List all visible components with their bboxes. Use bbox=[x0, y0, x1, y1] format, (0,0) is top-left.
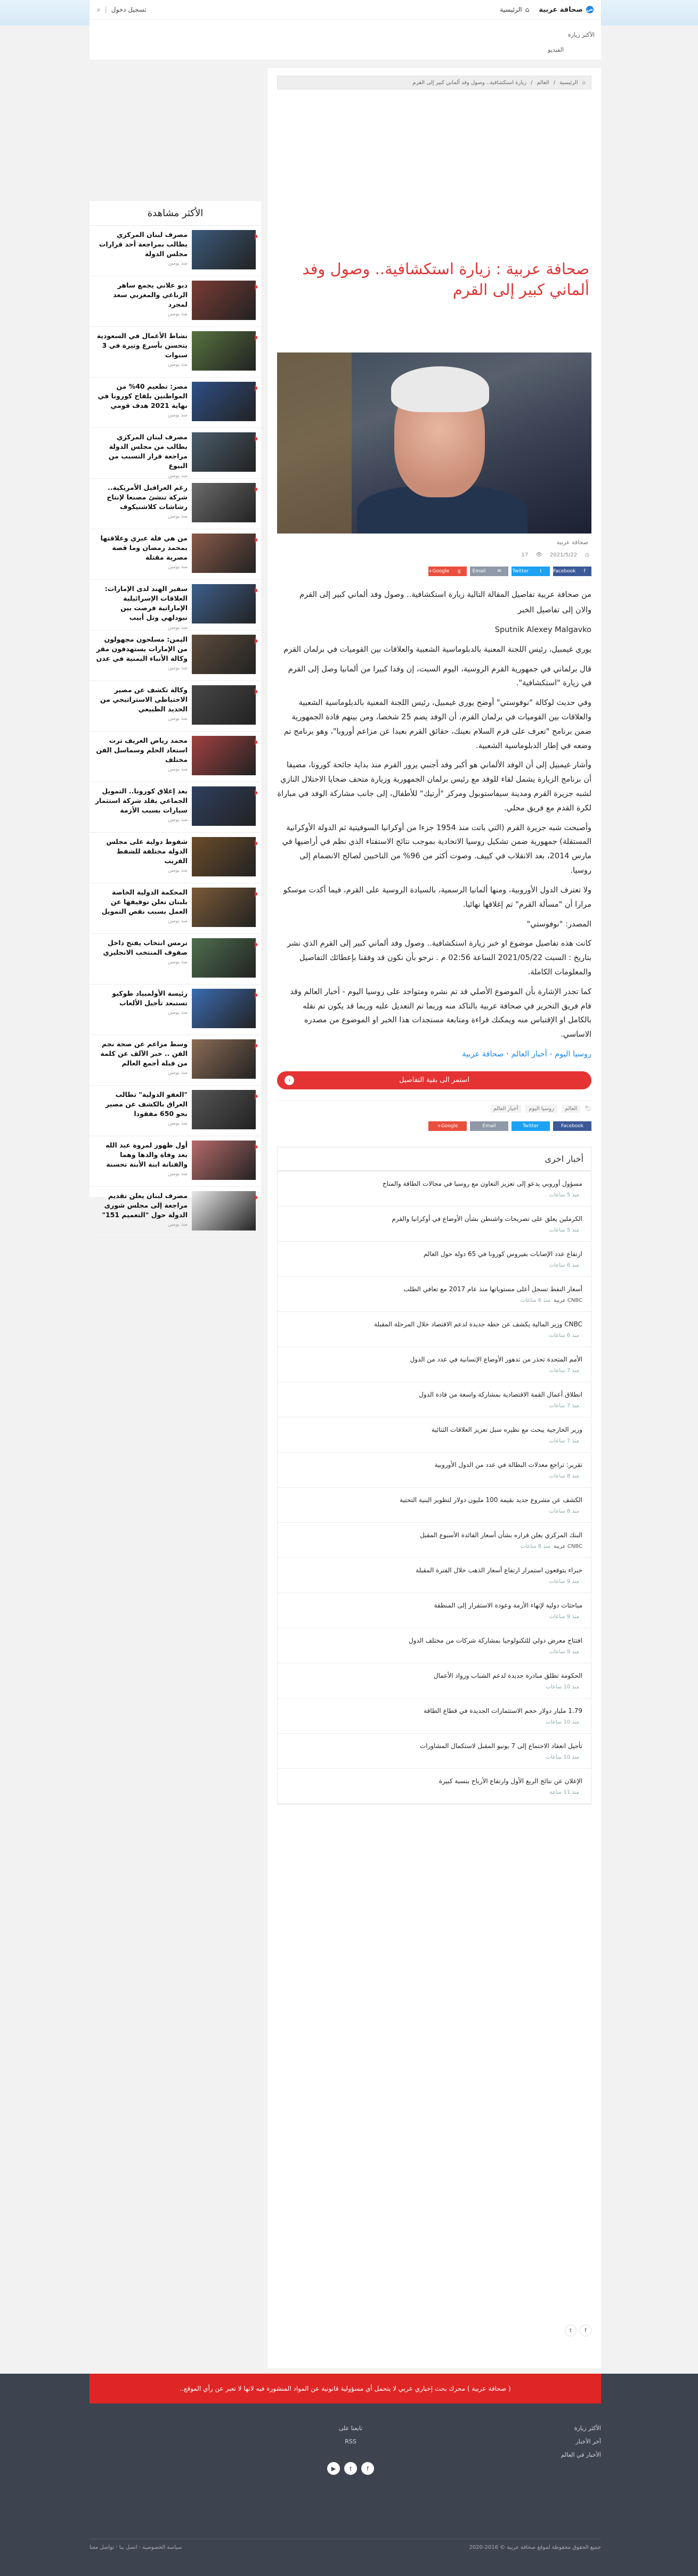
other-news-date: منذ 6 ساعات bbox=[549, 1333, 579, 1339]
sidebar-item[interactable] bbox=[90, 883, 261, 934]
article-body bbox=[277, 588, 591, 1062]
other-news-date: منذ 11 ساعة bbox=[549, 1790, 579, 1796]
sidebar-item-title[interactable]: محمد رياض العريف ترت استعاد الحلم وسماسل الفن مختلف bbox=[96, 736, 188, 764]
other-news-item[interactable] bbox=[278, 1453, 591, 1488]
sidebar-item[interactable] bbox=[90, 1187, 261, 1237]
other-news-meta bbox=[286, 1649, 582, 1655]
contact-link[interactable]: اتصل بنا bbox=[119, 2545, 137, 2550]
home-icon: ⌂ bbox=[582, 79, 586, 86]
breadcrumb-separator: / bbox=[531, 79, 533, 86]
sidebar-item-date: منذ يومين bbox=[168, 564, 188, 570]
sidebar-item-title[interactable]: دبو علاني يجمع ساهر الرباعي والمغربي سعد لمجرد bbox=[113, 281, 188, 309]
clock-icon: ◷ bbox=[585, 552, 589, 559]
nav-home-link[interactable] bbox=[500, 6, 529, 13]
sidebar-thumbnail[interactable] bbox=[192, 382, 256, 421]
other-news-date: منذ 10 ساعات bbox=[546, 1754, 579, 1761]
sidebar-thumbnail[interactable] bbox=[192, 736, 256, 775]
logo-icon: ص bbox=[586, 7, 594, 12]
sidebar-thumbnail[interactable] bbox=[192, 1191, 256, 1230]
sidebar-item-date: منذ يومين bbox=[168, 1070, 188, 1076]
sidebar-thumbnail[interactable] bbox=[192, 938, 256, 978]
other-news-title[interactable]: انطلاق أعمال القمة الاقتصادية بمشاركة واسعة من قادة الدول bbox=[419, 1390, 582, 1398]
article-paragraph: قال برلماني في جمهورية القرم الروسية، اليوم السبت، إن وفدا كبيرا من ألمانيا وصل إلى القرم في زيارة "استكشافية". bbox=[288, 664, 591, 688]
sidebar-item[interactable] bbox=[90, 327, 261, 378]
other-news-meta bbox=[286, 1333, 582, 1339]
article-links: روسيا اليوم - أخبار العالم · صحافة عربية bbox=[462, 1050, 591, 1059]
other-news-title[interactable]: افتتاح معرض دولي للتكنولوجيا بمشاركة شركات من مختلف الدول bbox=[408, 1636, 582, 1644]
facebook-icon[interactable]: f bbox=[580, 2325, 591, 2336]
other-news-title[interactable]: الإعلان عن نتائج الربع الأول وارتفاع الأرباح بنسبة كبيرة bbox=[439, 1777, 582, 1785]
sidebar-list bbox=[90, 226, 261, 1237]
other-news-item[interactable] bbox=[278, 1347, 591, 1382]
sidebar-item-date: منذ يومين bbox=[168, 817, 188, 823]
other-news-source: CNBC عربية bbox=[554, 1544, 582, 1550]
other-news-title[interactable]: البنك المركزي يعلن قراره بشأن أسعار الفائدة الأسبوع المقبل bbox=[420, 1531, 582, 1539]
article-source: المصدر: "نوفوستي" bbox=[526, 920, 591, 929]
other-news-meta bbox=[286, 1473, 582, 1479]
share-bar-bottom bbox=[277, 1121, 591, 1131]
other-news-title[interactable]: تأجيل انعقاد الاجتماع إلى 7 يونيو المقبل لاستكمال المشاورات bbox=[419, 1742, 582, 1750]
sidebar-item-title[interactable]: رغم العراقيل الأمريكية.. شركة تنشئ مصنعا لإنتاج رشاشات كلاشنيكوف bbox=[107, 483, 188, 511]
other-news-title[interactable]: أسعار النفط تسجل أعلى مستوياتها منذ عام 2017 مع تعافي الطلب bbox=[403, 1285, 582, 1293]
sidebar-item-title[interactable]: رئيسة الأولمبياد طوكيو تستبعد تأجيل الألعاب bbox=[112, 989, 188, 1007]
other-news-item[interactable] bbox=[278, 1382, 591, 1417]
most-viewed-sidebar bbox=[90, 201, 261, 1228]
image-credit: Sputnik Alexey Malgavko bbox=[494, 625, 591, 634]
other-news-title[interactable]: الكشف عن مشروع جديد بقيمة 100 مليون دولار لتطوير البنية التحتية bbox=[400, 1496, 582, 1504]
other-news-meta bbox=[286, 1719, 582, 1725]
sidebar-item[interactable] bbox=[90, 934, 261, 985]
sidebar-item-date: منذ يومين bbox=[168, 362, 188, 368]
site-logo[interactable] bbox=[539, 6, 594, 14]
facebook-icon: f bbox=[583, 569, 586, 575]
other-news-meta bbox=[286, 1298, 582, 1303]
other-news-date: منذ 9 ساعات bbox=[549, 1579, 579, 1585]
breadcrumb-separator: / bbox=[553, 79, 556, 86]
other-news-item[interactable] bbox=[278, 1207, 591, 1242]
share-twitter-label: Twitter bbox=[522, 1123, 539, 1129]
other-news-title[interactable]: CNBC وزير المالية يكشف عن خطة جديدة لدعم الاقتصاد خلال المرحلة المقبلة bbox=[374, 1320, 582, 1328]
read-more-button[interactable] bbox=[277, 1071, 591, 1089]
share-facebook-label: Facebook bbox=[561, 1123, 584, 1129]
breadcrumb bbox=[277, 76, 591, 89]
sidebar-item[interactable] bbox=[90, 428, 261, 479]
article-title: صحافة عربية : زيارة استكشافية.. وصول وفد ألماني كبير إلى القرم bbox=[302, 260, 589, 299]
other-news-meta bbox=[286, 1368, 582, 1374]
other-news-date: منذ 8 ساعات bbox=[549, 1473, 579, 1480]
image-background bbox=[277, 352, 352, 534]
sidebar-item-date: منذ يومين bbox=[168, 868, 188, 874]
sidebar-item-date: منذ يومين bbox=[168, 666, 188, 671]
sidebar-thumbnail[interactable] bbox=[192, 483, 256, 522]
article-social bbox=[565, 2325, 591, 2336]
article-paragraph: وفي حديث لوكالة "نوفوستي" أوضح يوري غيمبيل، رئيس اللجنة المعنية بالدبلوماسية الشعبية والعلاقات بين القوميات في برلمان القرم، أن الوفد يضم 25 شخصا، ومن بينهم قادة الجمهورية ضمن برنامج "تعرف على قرم السلام بعينك، حقائق القرم بعيدا عن مزاعم أوروبا"، وهو برنامج تم وضعه في إطار الدبلوماسية الشعبية. bbox=[283, 699, 591, 750]
image-caption: صحافة عربية bbox=[556, 539, 588, 546]
sidebar-thumbnail[interactable] bbox=[192, 584, 256, 624]
sidebar-item-date: منذ يومين bbox=[168, 1222, 188, 1228]
other-news-meta bbox=[286, 1508, 582, 1514]
article-date: 2021/5/22 bbox=[549, 552, 578, 559]
subnav-video[interactable]: الفيديو bbox=[548, 46, 564, 53]
sidebar-item-date: منذ يومين bbox=[168, 959, 188, 965]
footer-bottom-links: سياسة الخصوصية · اتصل بنا · تواصل معنا bbox=[90, 2545, 182, 2550]
tag-icon: 🏷 bbox=[585, 1105, 591, 1112]
sidebar-item[interactable] bbox=[90, 479, 261, 529]
sidebar-item-date: منذ يومين bbox=[168, 1010, 188, 1016]
sidebar-item-date: منذ يومين bbox=[168, 1171, 188, 1177]
sidebar-thumbnail[interactable] bbox=[192, 635, 256, 674]
other-news-item[interactable] bbox=[278, 1417, 591, 1453]
other-news-date: منذ 9 ساعات bbox=[549, 1649, 579, 1655]
other-news-title[interactable]: تقرير: تراجع معدلات البطالة في عدد من الدول الأوروبية bbox=[434, 1461, 582, 1469]
other-news-date: منذ 8 ساعات bbox=[549, 1508, 579, 1515]
footer-links bbox=[516, 2422, 601, 2462]
article-paragraph: والان إلى تفاصيل الخبر bbox=[518, 606, 591, 615]
sidebar-item-title[interactable]: سفير الهند لدى الإمارات: العلاقات الإسرائيلية الإماراتية فرصت بين نيودلهي وتل أبيب bbox=[104, 585, 188, 622]
sidebar-thumbnail[interactable] bbox=[192, 1090, 256, 1129]
other-news-meta bbox=[286, 1403, 582, 1409]
footer bbox=[0, 2374, 698, 2576]
article-paragraph: كما تجدر الإشارة بأن الموضوع الأصلي قد تم نشره ومتواجد على روسيا اليوم - أخبار العالم وقد قام فريق التحرير في صحافة عربية بالتاكد منه وربما تم التعديل عليه وربما قد يكون تم نقله بالكامل او الإقتباس منه ويمكنك قراءة ومتابعة مستجدات هذا الخبر او الموضوع من مصدره الاساسي. bbox=[290, 987, 591, 1039]
sidebar-thumbnail[interactable] bbox=[192, 989, 256, 1028]
copyright: جميع الحقوق محفوظة لموقع صحافة عربية © 2016-2020 bbox=[469, 2545, 601, 2550]
article-paragraph: وأصبحت شبه جزيرة القرم (التي باتت منذ 1954 جزءا من أوكرانيا السوفيتية ثم الدولة الأوكرانية المستقلة) جمهورية ضمن تشكيل روسيا الاتحادية بموجب نتائج الاستفتاء الذي نظم في أراضيها في مارس 2014، بعد الانقلاب في كييف. وصوت أكثر من 96% من الناخبين لصالح الانضمام إلى روسيا. bbox=[282, 823, 591, 875]
tag-item[interactable]: أخبار العالم bbox=[490, 1105, 521, 1113]
other-news bbox=[277, 1147, 591, 1804]
sub-navigation bbox=[90, 19, 601, 60]
other-news-meta bbox=[286, 1579, 582, 1585]
other-news-item[interactable] bbox=[278, 1277, 591, 1312]
site-link[interactable]: صحافة عربية bbox=[462, 1050, 504, 1059]
sidebar-item-date: منذ يومين bbox=[168, 1121, 188, 1127]
share-facebook-label: Facebook bbox=[553, 569, 576, 575]
other-news-meta bbox=[286, 1192, 582, 1198]
article-paragraph: وأشار غيمبيل إلى أن الوفد الألماني هو أكبر وفد أجنبي يزور القرم منذ بداية جائحة كورونا، مضيفا أن برنامج الزيارة يشمل لقاء للوفد مع رئيس برلمان الجمهورية وزيارة متحف ضحايا الاحتلال النازي لشبه جزيرة القرم ومدينة سيفاستوبول ومركز "أرتيك" للأطفال، إلى جانب مشاركة الوفد في مباراة لكرة القدم مع فريق محلي. bbox=[277, 761, 591, 813]
other-news-item[interactable] bbox=[278, 1734, 591, 1769]
other-news-date: منذ 5 ساعات bbox=[549, 1227, 579, 1234]
other-news-title[interactable]: 1.79 مليار دولار حجم الاستثمارات الجديدة في قطاع الطاقة bbox=[424, 1707, 582, 1714]
share-email-label: Email bbox=[472, 569, 486, 575]
sidebar-item-title[interactable]: وسط مزاعم عن صحة نجم الفن .. خبر الآلف عن كلمة من قبلة أجمع العالم bbox=[100, 1040, 188, 1068]
sidebar-item-date: منذ يومين bbox=[168, 514, 188, 520]
other-news-title[interactable]: وزير الخارجية يبحث مع نظيره سبل تعزيز العلاقات الثنائية bbox=[431, 1425, 582, 1433]
login-area bbox=[97, 6, 147, 14]
sidebar-item[interactable] bbox=[90, 529, 261, 580]
other-news-date: منذ 6 ساعات bbox=[549, 1262, 579, 1269]
sidebar-item-date: منذ يومين bbox=[168, 473, 188, 479]
other-news-item[interactable] bbox=[278, 1628, 591, 1663]
sidebar-thumbnail[interactable] bbox=[192, 685, 256, 725]
sidebar-item-title[interactable]: مصرف لبنان يعلن تقديم مراجعة إلى مجلس شورى الدولة حول "التعميم 151" bbox=[102, 1192, 188, 1219]
sidebar-item-date: منذ يومين bbox=[168, 413, 188, 419]
sidebar-thumbnail[interactable] bbox=[192, 534, 256, 573]
sidebar-item[interactable] bbox=[90, 782, 261, 833]
other-news-meta bbox=[286, 1790, 582, 1795]
share-google-button[interactable] bbox=[428, 567, 467, 576]
sidebar-thumbnail[interactable] bbox=[192, 432, 256, 472]
tags-bar bbox=[277, 1100, 591, 1113]
other-news-meta bbox=[286, 1544, 582, 1549]
mail-icon: ✉ bbox=[497, 569, 501, 575]
share-facebook-button[interactable] bbox=[553, 1121, 591, 1131]
other-news-meta bbox=[286, 1614, 582, 1620]
sidebar-item-title[interactable]: أول ظهور لمروة عبد الله بعد وفاة والدها وهما والفنانة ابنة الأبنة تحسنة bbox=[105, 1141, 188, 1169]
other-news-title[interactable]: خبراء يتوقعون استمرار ارتفاع أسعار الذهب خلال الفترة المقبلة bbox=[416, 1566, 582, 1574]
other-news-meta bbox=[286, 1684, 582, 1690]
article-paragraph: ولا تعترف الدول الأوروبية، ومنها ألمانيا الرسمية، بالسيادة الروسية على القرم، فيما أكدت موسكو مرارا أن "مسألة القرم" تم إغلاقها نهائيا. bbox=[283, 885, 591, 909]
top-bar bbox=[90, 0, 601, 19]
twitter-icon[interactable]: t bbox=[565, 2325, 577, 2336]
chevron-left-icon: ‹ bbox=[285, 1076, 294, 1085]
other-news-meta bbox=[286, 1262, 582, 1268]
facebook-icon[interactable]: f bbox=[361, 2462, 374, 2475]
share-email-button[interactable] bbox=[470, 1121, 508, 1131]
sidebar-item-title[interactable]: وكالة تكشف عن مصير الاحتياطي الاستراتيجي من الحديد الطبيعي bbox=[100, 686, 188, 713]
article-paragraph: من صحافة عربية تفاصيل المقالة التالية زيارة استكشافية.. وصول وفد ألماني كبير إلى القرم bbox=[299, 590, 591, 600]
sidebar-item[interactable] bbox=[90, 580, 261, 630]
footer-bottom bbox=[90, 2539, 601, 2550]
other-news-item[interactable] bbox=[278, 1523, 591, 1558]
other-news-meta bbox=[286, 1227, 582, 1233]
source-link[interactable]: روسيا اليوم - أخبار العالم bbox=[511, 1050, 591, 1059]
share-twitter-button[interactable] bbox=[512, 1121, 550, 1131]
sidebar-item-title[interactable]: ترمس انتخاب يفتح داخل صفوف المنتخب الانجليزي bbox=[103, 939, 188, 957]
other-news-item[interactable] bbox=[278, 1593, 591, 1628]
sidebar-item-title[interactable]: المحكمة الدولية الخاصة بلبنان تعلن توقيفها عن العمل بسبب نقص التمويل bbox=[101, 888, 188, 916]
sidebar-item-title[interactable]: مصر: تطعيم 40% من المواطنين بلقاح كورونا في نهاية 2021 هدف قومي bbox=[98, 382, 188, 410]
other-news-date: منذ 10 ساعات bbox=[546, 1684, 579, 1691]
sidebar-item[interactable] bbox=[90, 1136, 261, 1187]
article-image bbox=[277, 352, 591, 534]
share-google-label: Google+ bbox=[437, 1123, 458, 1129]
privacy-link[interactable]: سياسة الخصوصية bbox=[142, 2545, 182, 2550]
twitter-icon: t bbox=[540, 569, 542, 575]
other-news-item[interactable] bbox=[278, 1769, 591, 1804]
other-news-title[interactable]: ارتفاع عدد الإصابات بفيروس كورونا في 65 دولة حول العالم bbox=[423, 1250, 582, 1258]
sidebar-thumbnail[interactable] bbox=[192, 1141, 256, 1180]
sidebar-item[interactable] bbox=[90, 985, 261, 1035]
sidebar-item-title[interactable]: نشاط الأعمال في السعودية يتحسن بأسرع وتيرة في 3 سنوات bbox=[96, 332, 188, 359]
other-news-item[interactable] bbox=[278, 1663, 591, 1699]
other-news-date: منذ 7 ساعات bbox=[549, 1438, 579, 1445]
share-twitter-button[interactable] bbox=[512, 567, 550, 576]
sidebar-thumbnail[interactable] bbox=[192, 837, 256, 876]
footer-columns bbox=[90, 2422, 601, 2528]
breadcrumb-world[interactable]: العالم bbox=[537, 79, 549, 86]
footer-notice: ( صحافة عربية ) محرك بحث إخباري عربي لا يتحمل أي مسؤولية قانونية عن المواد المنشورة فيه لانها لا تعبر عن رأي الموقع.. bbox=[90, 2374, 601, 2403]
sidebar-thumbnail[interactable] bbox=[192, 786, 256, 826]
other-news-title[interactable]: الأمم المتحدة تحذر من تدهور الأوضاع الإنسانية في عدد من الدول bbox=[410, 1355, 582, 1363]
article-paragraph: كانت هذه تفاصيل موضوع او خبر زيارة استكشافية.. وصول وفد ألماني كبير إلى القرم الذي نشر بتاريخ : السبت 2021/05/22 الساعة 02:56 م . نرجو بأن نكون قد وفقنا بإعطائك التفاصيل والمعلومات الكاملة. bbox=[287, 939, 591, 977]
google-icon: g bbox=[457, 569, 461, 575]
share-facebook-button[interactable] bbox=[553, 567, 591, 576]
read-more-label: استمر الى بقية التفاصيل bbox=[399, 1076, 469, 1085]
other-news-item[interactable] bbox=[278, 1171, 591, 1207]
other-news-date: منذ 9 ساعات bbox=[549, 1614, 579, 1620]
sidebar-item[interactable] bbox=[90, 226, 261, 276]
other-news-title[interactable]: الكرملين يعلق على تصريحات واشنطن بشأن الأوضاع في أوكرانيا والقرم bbox=[392, 1215, 582, 1223]
footer-link[interactable]: الأكثر زيارة bbox=[574, 2425, 601, 2432]
share-twitter-label: Twitter bbox=[512, 569, 529, 575]
other-news-source: CNBC عربية bbox=[554, 1298, 582, 1304]
other-news-date: منذ 7 ساعات bbox=[549, 1368, 579, 1374]
other-news-item[interactable] bbox=[278, 1242, 591, 1277]
twitter-icon[interactable]: t bbox=[344, 2462, 357, 2475]
sidebar-thumbnail[interactable] bbox=[192, 281, 256, 320]
tag-item[interactable]: العالم bbox=[562, 1105, 580, 1113]
share-google-button[interactable] bbox=[428, 1121, 467, 1131]
sidebar-item-date: منذ يومين bbox=[168, 918, 188, 924]
sidebar-item-title[interactable]: بعد إغلاق كورونا.. التمويل الجماعي يقلد شركة استثمار سيارات بسبب الأزمة bbox=[95, 787, 188, 815]
other-news-title[interactable]: مسؤول أوروبي يدعو إلى تعزيز التعاون مع روسيا في مجالات الطاقة والمناخ bbox=[382, 1179, 582, 1187]
sidebar-item-date: منذ يومين bbox=[168, 261, 188, 267]
sidebar-item-title[interactable]: "العفو الدولية" تطالب العراق بالكشف عن مصير نحو 650 مفقودا bbox=[105, 1090, 188, 1118]
sidebar-thumbnail[interactable] bbox=[192, 1039, 256, 1079]
sidebar-item[interactable] bbox=[90, 276, 261, 327]
share-google-label: Google+ bbox=[428, 569, 450, 575]
sidebar-thumbnail[interactable] bbox=[192, 230, 256, 269]
eye-icon: 👁 bbox=[535, 552, 542, 559]
sidebar-item-date: منذ يومين bbox=[168, 767, 188, 773]
rss-link[interactable]: RSS bbox=[345, 2438, 356, 2445]
other-news-list bbox=[278, 1171, 591, 1804]
sidebar-item-title[interactable]: مصرف لبنان المركزي يطالب من مجلس الدولة مراجعة قرار التسبب من البيوع bbox=[108, 433, 188, 470]
footer-social-icons bbox=[281, 2462, 420, 2475]
nav-home-label: الرئيسية bbox=[500, 6, 522, 13]
sidebar-item-title[interactable]: مصرف لبنان المركزي يطالب بمراجعة أحد قرارات مجلس الدولة bbox=[99, 231, 188, 258]
other-news-item[interactable] bbox=[278, 1558, 591, 1593]
sidebar-item-title[interactable]: من هي فلة عبري وعلاقتها بمحمد رمضان وما قصة مصرية مقتلة bbox=[100, 534, 188, 562]
sidebar-item[interactable] bbox=[90, 1086, 261, 1136]
other-news-title[interactable]: الحكومة تطلق مبادرة جديدة لدعم الشباب ورواد الأعمال bbox=[433, 1671, 582, 1679]
other-news-item[interactable] bbox=[278, 1699, 591, 1734]
sidebar-item[interactable] bbox=[90, 681, 261, 732]
footer-link[interactable]: الأخبار في العالم bbox=[561, 2451, 601, 2458]
login-link[interactable]: تسجيل دخول bbox=[111, 6, 147, 13]
sidebar-item[interactable] bbox=[90, 833, 261, 883]
search-icon[interactable]: ⌕ bbox=[97, 5, 101, 13]
other-news-date: منذ 10 ساعات bbox=[546, 1719, 579, 1726]
other-news-title[interactable]: مباحثات دولية لإنهاء الأزمة وعودة الاستقرار إلى المنطقة bbox=[434, 1601, 582, 1609]
image-figure-hair bbox=[391, 366, 489, 412]
sidebar-thumbnail[interactable] bbox=[192, 331, 256, 371]
logo-text: صحافة عربية bbox=[539, 5, 583, 14]
footer-link[interactable]: آخر الأخبار bbox=[575, 2438, 601, 2445]
breadcrumb-current: زيارة استكشافية.. وصول وفد ألماني كبير إلى القرم bbox=[412, 79, 527, 86]
other-news-date: منذ 8 ساعات bbox=[520, 1544, 551, 1550]
reach-us-link[interactable]: تواصل معنا bbox=[90, 2545, 115, 2550]
other-news-date: منذ 7 ساعات bbox=[549, 1403, 579, 1409]
article-views: 17 bbox=[521, 552, 529, 559]
sidebar-item[interactable] bbox=[90, 1035, 261, 1086]
sidebar-thumbnail[interactable] bbox=[192, 888, 256, 927]
sidebar-item[interactable] bbox=[90, 630, 261, 681]
other-news-date: منذ 5 ساعات bbox=[549, 1192, 579, 1199]
sidebar-title: الأكثر مشاهدة bbox=[90, 201, 261, 226]
share-email-label: Email bbox=[482, 1123, 496, 1129]
sidebar-item-date: منذ يومين bbox=[168, 311, 188, 317]
other-news-meta bbox=[286, 1754, 582, 1760]
article-column bbox=[267, 68, 601, 2368]
article-meta bbox=[277, 546, 591, 558]
sidebar-item-date: منذ يومين bbox=[168, 716, 188, 722]
article-paragraph: يوري غيمبيل، رئيس اللجنة المعنية بالدبلوماسية الشعبية والعلاقات بين القوميات في برلمان القرم bbox=[283, 645, 591, 654]
sidebar-item-date: منذ يومين bbox=[168, 625, 188, 630]
other-news-item[interactable] bbox=[278, 1488, 591, 1523]
follow-label: تابعنا على bbox=[338, 2425, 363, 2432]
sidebar-item[interactable] bbox=[90, 732, 261, 782]
share-email-button[interactable] bbox=[470, 567, 508, 576]
share-bar bbox=[277, 567, 591, 576]
other-news-date: منذ 6 ساعات bbox=[520, 1298, 551, 1304]
home-icon: ⌂ bbox=[525, 6, 530, 13]
sidebar-item-title[interactable]: شفوط دولية على مجلس الدولة مختلفة للشفط القريب bbox=[106, 838, 188, 865]
subnav-most-visited[interactable]: الأكثر زيارة bbox=[567, 31, 595, 38]
sidebar-item-title[interactable]: اليمن: مسلحون مجهولون من الإمارات يستهدفون مقر وكالة الأنباء اليمنية في عدن bbox=[96, 635, 188, 663]
other-news-meta bbox=[286, 1438, 582, 1444]
other-news-title: أخبار اخرى bbox=[278, 1147, 591, 1171]
breadcrumb-home[interactable]: الرئيسية bbox=[559, 79, 578, 86]
tag-item[interactable]: روسيا اليوم bbox=[525, 1105, 557, 1113]
youtube-icon[interactable]: ▶ bbox=[327, 2462, 340, 2475]
other-news-item[interactable] bbox=[278, 1312, 591, 1347]
footer-follow bbox=[281, 2422, 420, 2475]
sidebar-item[interactable] bbox=[90, 378, 261, 428]
separator: | bbox=[104, 6, 107, 13]
